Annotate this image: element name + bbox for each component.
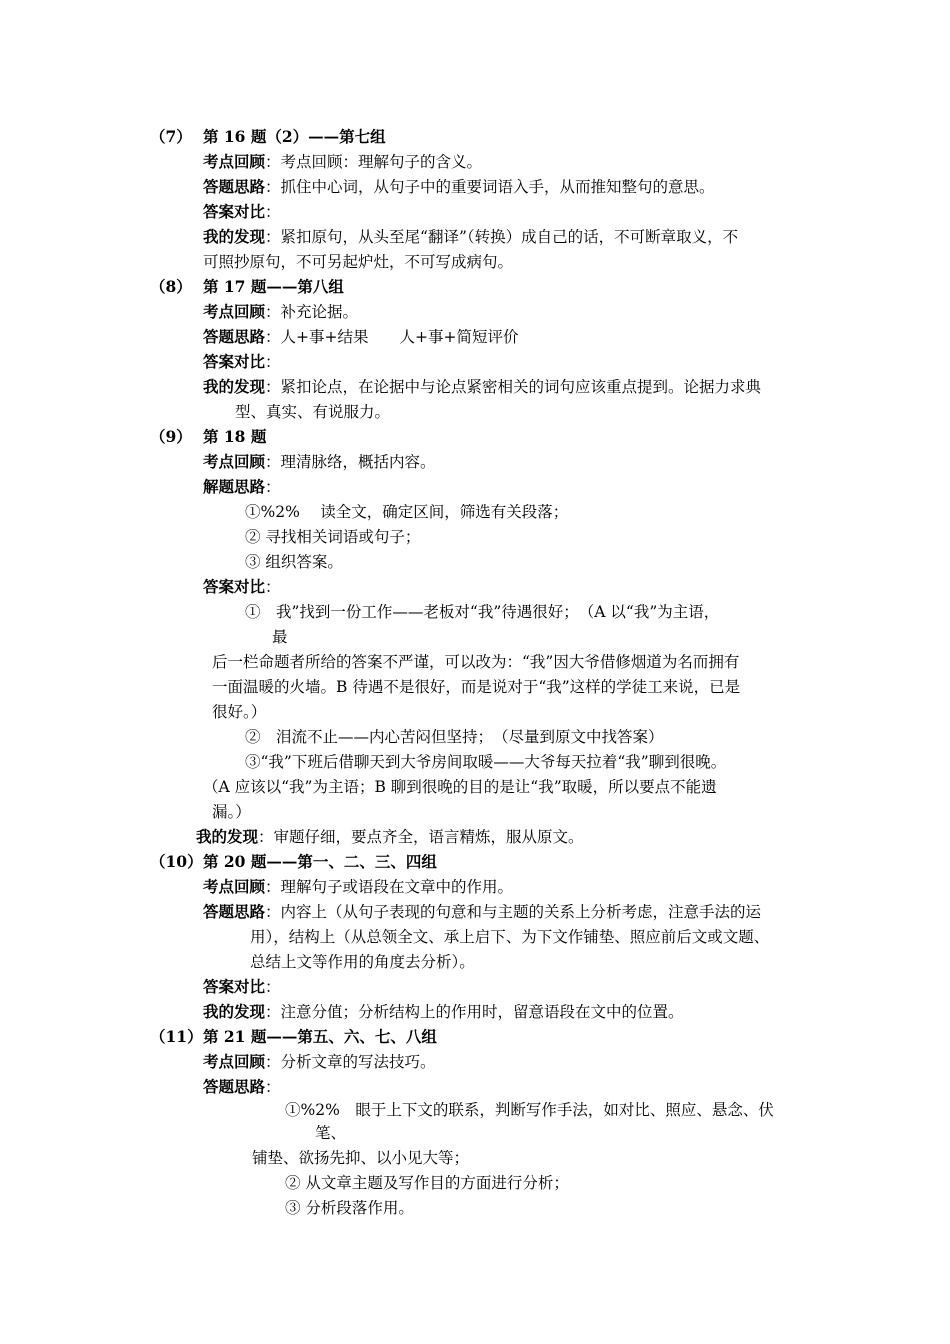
question-title: 第 16 题（2）——第七组 (203, 127, 386, 146)
field-text: ： (265, 353, 281, 371)
compare-line (203, 352, 281, 372)
question-title: 第 18 题 (203, 427, 267, 446)
step-item: ①%2% 读全文，确定区间，筛选有关段落； (245, 503, 569, 521)
field-text: ：紧扣论点，在论据中与论点紧密相关的词句应该重点提到。论据力求典 (265, 378, 762, 396)
step-item: ② 寻找相关词语或句子； (245, 528, 421, 546)
field-text: ：抓住中心词，从句子中的重要词语入手，从而推知整句的意思。 (265, 178, 715, 196)
field-label: 考点回顾 (203, 302, 266, 321)
answer-item: ③“我”下班后借聊天到大爷房间取暖——大爷每天拉着“我”聊到很晚。 (245, 753, 727, 771)
review-line (203, 452, 436, 472)
approach-line (203, 902, 761, 922)
field-text: ： (265, 1078, 281, 1096)
field-text: ：审题仔细，要点齐全，语言精炼，服从原文。 (258, 828, 584, 846)
field-label: 答案对比 (203, 577, 266, 596)
field-text: ： (265, 478, 281, 496)
finding-line (196, 827, 584, 847)
answer-continued: （A 应该以“我”为主语；B 聊到很晚的目的是让“我”取暖，所以要点不能遗 (203, 778, 717, 796)
review-line (203, 152, 482, 172)
answer-continued: 很好。） (212, 703, 267, 721)
step-continued: 笔、 (315, 1124, 347, 1142)
field-text: ：内容上（从句子表现的句意和与主题的关系上分析考虑，注意手法的运 (265, 903, 762, 921)
field-label: 答题思路 (203, 1077, 266, 1096)
item-number: （11） (150, 1027, 203, 1046)
field-label: 考点回顾 (203, 877, 266, 896)
field-label: 考点回顾 (203, 152, 266, 171)
item-number: （7） (150, 127, 192, 146)
field-text: ：注意分值；分析结构上的作用时，留意语段在文中的位置。 (265, 1003, 684, 1021)
step-item: ③ 组织答案。 (245, 553, 343, 571)
field-text: ：理清脉络，概括内容。 (265, 453, 436, 471)
field-label: 我的发现 (203, 377, 266, 396)
field-label: 答案对比 (203, 352, 266, 371)
field-text: ：理解句子或语段在文章中的作用。 (265, 878, 514, 896)
field-text: ：补充论据。 (265, 303, 359, 321)
compare-line (203, 202, 281, 222)
step-item: ③ 分析段落作用。 (285, 1199, 414, 1217)
finding-line (203, 227, 738, 247)
solution-line (203, 477, 281, 497)
answer-continued: 最 (272, 628, 288, 646)
field-label: 答题思路 (203, 902, 266, 921)
field-label: 考点回顾 (203, 1052, 266, 1071)
approach-continued: 总结上文等作用的角度去分析）。 (250, 953, 475, 971)
answer-item: ② 泪流不止——内心苦闷但坚持； （尽量到原文中找答案） (245, 728, 664, 746)
field-text: ：分析文章的写法技巧。 (265, 1053, 436, 1071)
review-line (203, 1052, 436, 1072)
answer-continued: 一面温暖的火墙。B 待遇不是很好，而是说对于“我”这样的学徒工来说，已是 (212, 678, 741, 696)
review-line (203, 877, 513, 897)
field-label: 答题思路 (203, 177, 266, 196)
item-number: （8） (150, 277, 192, 296)
compare-line (203, 977, 281, 997)
field-text: ： (265, 578, 281, 596)
question-title: 第 21 题——第五、六、七、八组 (203, 1027, 437, 1046)
field-label: 答题思路 (203, 327, 266, 346)
field-text: ：紧扣原句，从头至尾“翻译”（转换）成自己的话，不可断章取义，不 (265, 228, 739, 246)
approach-line (203, 177, 715, 197)
finding-continued: 可照抄原句，不可另起炉灶，不可写成病句。 (203, 253, 514, 271)
field-label: 解题思路 (203, 477, 266, 496)
approach-line (203, 1077, 281, 1097)
field-label: 考点回顾 (203, 452, 266, 471)
finding-continued: 型、真实、有说服力。 (235, 403, 391, 421)
item-number: （10） (150, 852, 203, 871)
field-label: 答案对比 (203, 202, 266, 221)
step-item: ② 从文章主题及写作目的方面进行分析； (285, 1174, 569, 1192)
field-text: ： (265, 203, 281, 221)
question-title: 第 20 题——第一、二、三、四组 (203, 852, 437, 871)
field-text: ：考点回顾：理解句子的含义。 (265, 153, 483, 171)
answer-item: ① 我”找到一份工作——老板对“我”待遇很好； （A 以“我”为主语， (245, 603, 720, 621)
field-label: 我的发现 (203, 227, 266, 246)
approach-continued: 用），结构上（从总领全文、承上启下、为下文作铺垫、照应前后文或文题、 (250, 928, 770, 946)
finding-line (203, 1002, 684, 1022)
step-continued: 铺垫、欲扬先抑、以小见大等； (252, 1149, 470, 1167)
field-label: 我的发现 (196, 827, 259, 846)
field-text: ：人+事+结果 人+事+简短评价 (265, 328, 519, 346)
field-label: 答案对比 (203, 977, 266, 996)
finding-line (203, 377, 761, 397)
answer-continued: 漏。） (212, 803, 251, 821)
item-number: （9） (150, 427, 192, 446)
step-item: ①%2% 眼于上下文的联系，判断写作手法，如对比、照应、悬念、伏 (285, 1101, 774, 1119)
question-title: 第 17 题——第八组 (203, 277, 344, 296)
field-label: 我的发现 (203, 1002, 266, 1021)
field-text: ： (265, 978, 281, 996)
compare-line (203, 577, 281, 597)
review-line (203, 302, 358, 322)
approach-line (203, 327, 518, 347)
answer-continued: 后一栏命题者所给的答案不严谨，可以改为：“我”因大爷借修烟道为名而拥有 (212, 653, 740, 671)
